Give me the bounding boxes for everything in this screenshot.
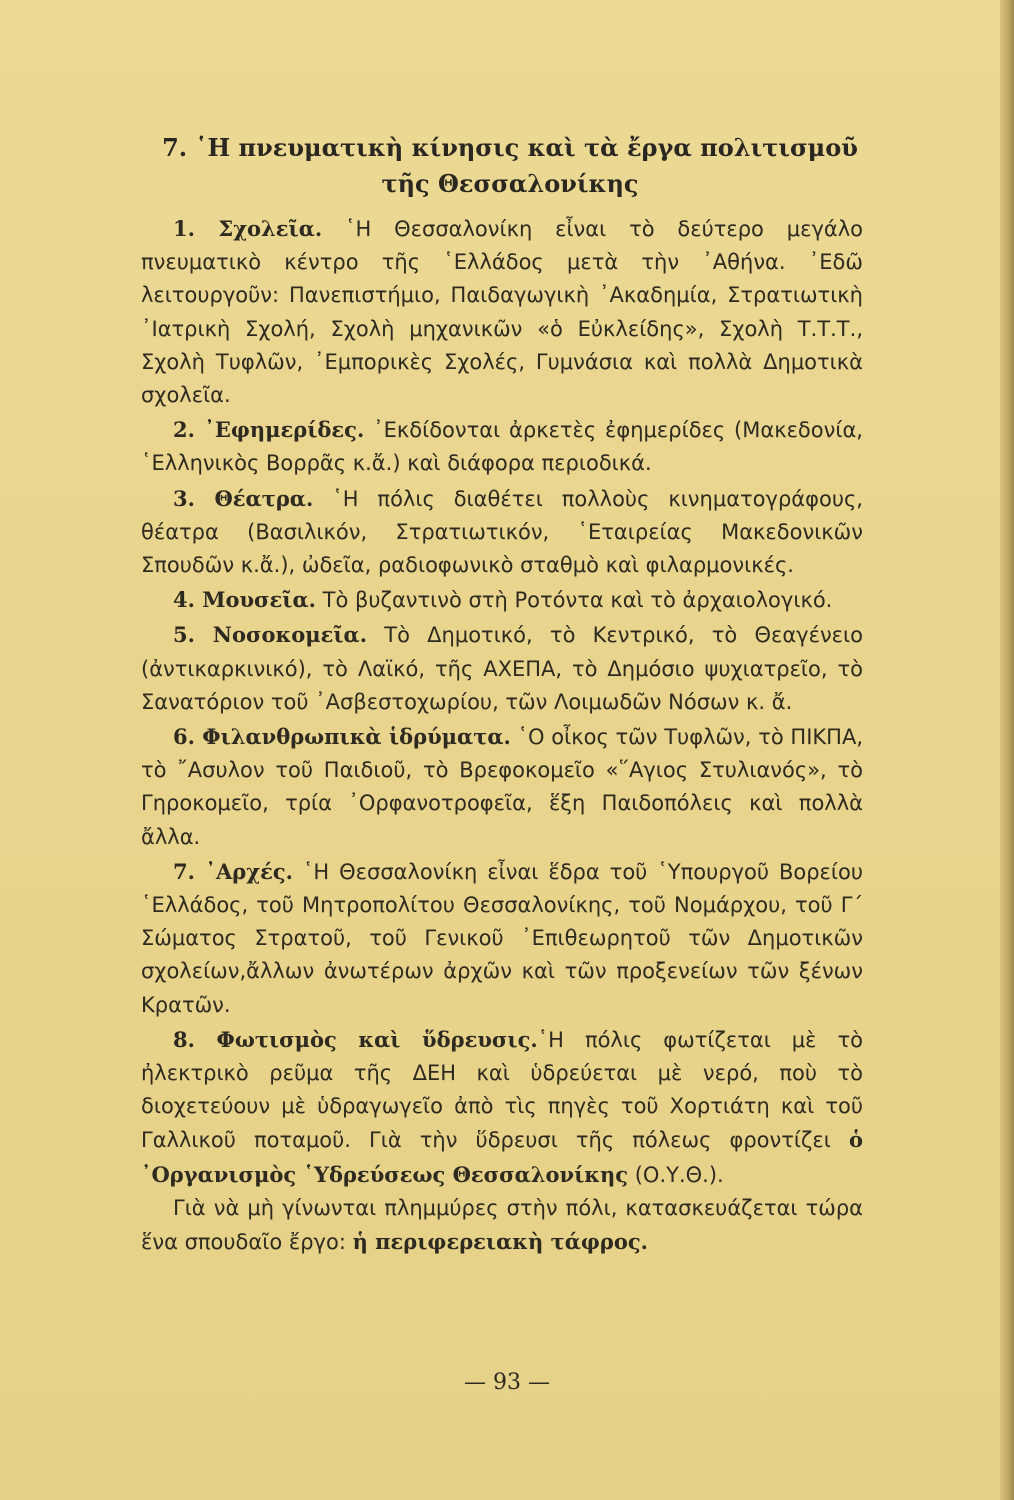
chapter-title-line-2: τῆς Θεσσαλονίκης [381, 169, 639, 198]
section-heading: 3. Θέατρα. [173, 485, 314, 511]
chapter-title-line-1: 7. ῾Η πνευματικὴ κίνησις καὶ τὰ ἔργα πολιτισμοῦ [162, 133, 858, 162]
section-text: ῾Η πόλις φωτίζεται μὲ τὸ ἠλεκτρικὸ ρεῦμα τῆς ΔΕΗ καὶ ὑδρεύεται μὲ νερό, ποὺ τὸ διοχετεύουν μὲ ὑδραγωγεῖο ἀπὸ τὶς πηγὲς τοῦ Χορτιάτη καὶ τοῦ Γαλλικοῦ ποταμοῦ. Γιὰ τὴν ὕδρευσι τῆς πόλεως φροντίζει [141, 1027, 863, 1153]
body-text [141, 212, 863, 1259]
section-text: Τὸ Δημοτικό, τὸ Κεντρικό, τὸ Θεαγένειο (ἀντικαρκινικό), τὸ Λαϊκό, τῆς ΑΧΕΠΑ, τὸ Δημόσιο ψυχιατρεῖο, τὸ Σανατόριον τοῦ ᾿Ασβεστοχωρίου, τῶν Λοιμωδῶν Νόσων κ. ἄ. [141, 623, 863, 714]
section-heading: 6. Φιλανθρωπικὰ ἱδρύματα. [173, 724, 511, 750]
section-text: ῾Ο οἶκος τῶν Τυφλῶν, τὸ ΠΙΚΠΑ, τὸ ῎Ασυλον τοῦ Παιδιοῦ, τὸ Βρεφοκομεῖο «῞Αγιος Στυλιανός», τὸ Γηροκομεῖο, τρία ᾿Ορφανοτροφεῖα, ἕξη Παιδοπόλεις καὶ πολλὰ ἄλλα. [141, 725, 864, 849]
section-text: ᾿Εκδίδονται ἀρκετὲς ἐφημερίδες (Μακεδονία, ῾Ελληνικὸς Βορρᾶς κ.ἄ.) καὶ διάφορα περιοδικά. [141, 418, 863, 476]
water-organization-abbr: (Ο.Υ.Θ.). [628, 1162, 724, 1187]
closing-text: Γιὰ νὰ μὴ γίνωνται πλημμύρες στὴν πόλι, κατασκευάζεται τώρα ἕνα σπουδαῖο ἔργο: [141, 1195, 863, 1255]
closing-paragraph [141, 1192, 863, 1259]
section-charities [141, 720, 863, 854]
section-heading: 8. Φωτισμὸς καὶ ὕδρευσις. [173, 1026, 538, 1052]
section-schools [141, 212, 863, 412]
section-museums [141, 583, 863, 617]
section-authorities [141, 855, 863, 1022]
section-theatres [141, 482, 863, 583]
ring-canal-name: ἡ περιφερειακὴ τάφρος. [352, 1229, 648, 1255]
section-text: ῾Η Θεσσαλονίκη εἶναι τὸ δεύτερο μεγάλο πνευματικὸ κέντρο τῆς ῾Ελλάδος μετὰ τὴν ᾿Αθήνα. ᾿Εδῶ λειτουργοῦν: Πανεπιστήμιο, Παιδαγωγικὴ ᾿Ακαδημία, Στρατιωτικὴ ᾿Ιατρικὴ Σχολή, Σχολὴ μηχανικῶν «ὁ Εὐκλείδης», Σχολὴ Τ.Τ.Τ., Σχολὴ Τυφλῶν, ᾿Εμπορικὲς Σχολές, Γυμνάσια καὶ πολλὰ Δημοτικὰ σχολεῖα. [141, 217, 863, 408]
section-lighting-water [141, 1023, 863, 1192]
section-heading: 5. Νοσοκομεῖα. [173, 622, 368, 648]
section-heading: 1. Σχολεῖα. [173, 216, 323, 241]
section-text: Τὸ βυζαντινὸ στὴ Ροτόντα καὶ τὸ ἀρχαιολογικό. [315, 588, 833, 613]
page-number: — 93 — [464, 1370, 550, 1395]
section-newspapers [141, 413, 863, 480]
water-organization-name: ὁ ᾿Οργανισμὸς ῾Υδρεύσεως Θεσσαλονίκης [141, 1127, 863, 1187]
page-edge [1000, 0, 1014, 1500]
section-heading: 2. ᾿Εφημερίδες. [173, 417, 365, 443]
chapter-title [150, 130, 870, 202]
section-hospitals [141, 618, 863, 719]
section-heading: 7. ᾿Αρχές. [173, 858, 293, 884]
section-text: ῾Η Θεσσαλονίκη εἶναι ἕδρα τοῦ ῾Υπουργοῦ Βορείου ῾Ελλάδος, τοῦ Μητροπολίτου Θεσσαλονίκης, τοῦ Νομάρχου, τοῦ Γ΄ Σώματος Στρατοῦ, τοῦ Γενικοῦ ᾿Επιθεωρητοῦ τῶν Δημοτικῶν σχολείων,ἄλλων ἀνωτέρων ἀρχῶν καὶ τῶν προξενείων τῶν ξένων Κρατῶν. [141, 859, 863, 1017]
section-text: ῾Η πόλις διαθέτει πολλοὺς κινηματογράφους, θέατρα (Βασιλικόν, Στρατιωτικόν, ῾Εταιρείας Μακεδονικῶν Σπουδῶν κ.ἄ.), ὠδεῖα, ραδιοφωνικὸ σταθμὸ καὶ φιλαρμονικές. [141, 486, 863, 578]
section-heading: 4. Μουσεῖα. [173, 587, 316, 613]
